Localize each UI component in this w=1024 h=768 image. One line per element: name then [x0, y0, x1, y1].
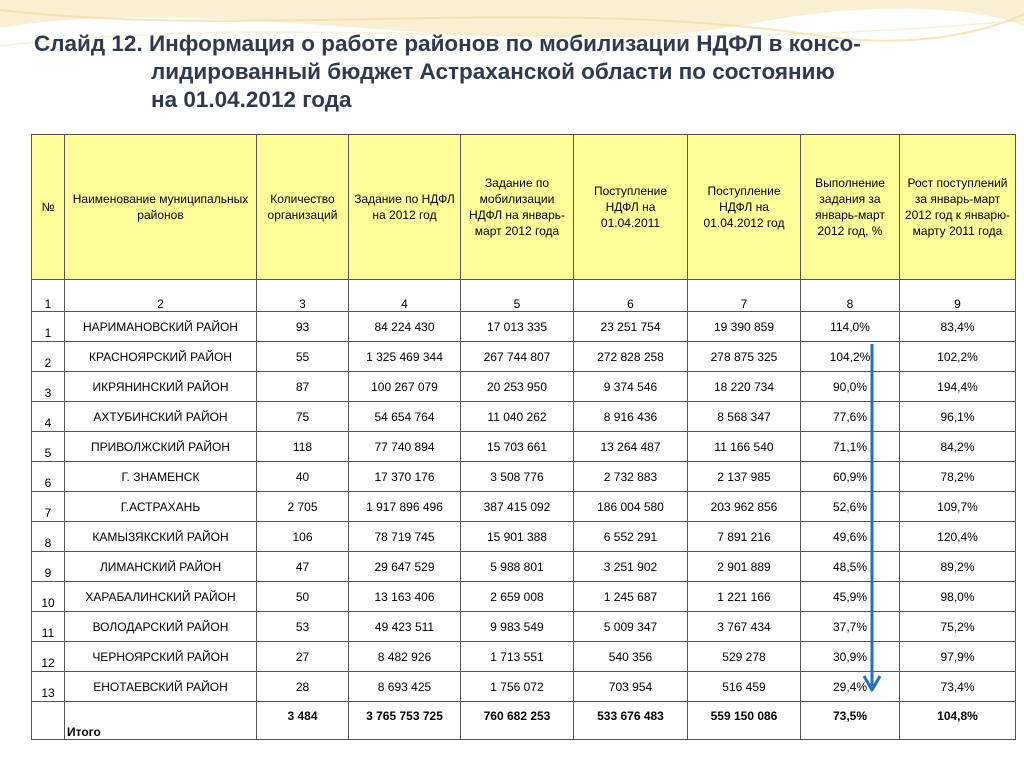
org-count-cell: 27: [257, 642, 349, 672]
plan-year-cell: 100 267 079: [349, 372, 461, 402]
receipts-2011-cell: 8 916 436: [574, 402, 688, 432]
completion-percent-cell: 48,5%: [801, 552, 900, 582]
plan-year-cell: 84 224 430: [349, 312, 461, 342]
org-count-cell: 106: [257, 522, 349, 552]
receipts-2011-cell: 3 251 902: [574, 552, 688, 582]
table-row: [32, 312, 1016, 342]
plan-year-cell: 1 325 469 344: [349, 342, 461, 372]
org-count-cell: 40: [257, 462, 349, 492]
row-number-cell: 7: [32, 492, 65, 522]
plan-year-cell: 54 654 764: [349, 402, 461, 432]
plan-q1-cell: 11 040 262: [461, 402, 574, 432]
row-number-cell: 3: [32, 372, 65, 402]
receipts-2012-cell: 19 390 859: [688, 312, 801, 342]
total-plan-q1: 760 682 253: [461, 702, 574, 740]
growth-percent-cell: 78,2%: [900, 462, 1016, 492]
receipts-2012-cell: 11 166 540: [688, 432, 801, 462]
receipts-2011-cell: 2 732 883: [574, 462, 688, 492]
slide-title: [34, 30, 1014, 114]
receipts-2012-cell: 3 767 434: [688, 612, 801, 642]
receipts-2012-cell: 529 278: [688, 642, 801, 672]
org-count-cell: 50: [257, 582, 349, 612]
column-number: 4: [349, 280, 461, 312]
completion-percent-cell: 52,6%: [801, 492, 900, 522]
row-number-cell: 1: [32, 312, 65, 342]
completion-percent-cell: 60,9%: [801, 462, 900, 492]
plan-q1-cell: 1 756 072: [461, 672, 574, 702]
plan-q1-cell: 15 703 661: [461, 432, 574, 462]
growth-percent-cell: 98,0%: [900, 582, 1016, 612]
plan-year-cell: 17 370 176: [349, 462, 461, 492]
title-line-1: Слайд 12. Информация о работе районов по мобилизации НДФЛ в консо-: [34, 31, 861, 56]
growth-percent-cell: 83,4%: [900, 312, 1016, 342]
plan-year-cell: 8 482 926: [349, 642, 461, 672]
growth-percent-cell: 120,4%: [900, 522, 1016, 552]
header-cell-plan-q1: Задание по мобилизации НДФЛ на январь-март 2012 года: [461, 135, 574, 280]
total-receipts-2012: 559 150 086: [688, 702, 801, 740]
row-number-cell: 9: [32, 552, 65, 582]
total-receipts-2011: 533 676 483: [574, 702, 688, 740]
header-cell-org-count: Количество организаций: [257, 135, 349, 280]
receipts-2012-cell: 18 220 734: [688, 372, 801, 402]
row-number-cell: 5: [32, 432, 65, 462]
column-number: 5: [461, 280, 574, 312]
district-name-cell: ЧЕРНОЯРСКИЙ РАЙОН: [65, 642, 257, 672]
receipts-2011-cell: 272 828 258: [574, 342, 688, 372]
title-line-3: на 01.04.2012 года: [151, 87, 352, 112]
completion-percent-cell: 77,6%: [801, 402, 900, 432]
receipts-2011-cell: 1 245 687: [574, 582, 688, 612]
org-count-cell: 118: [257, 432, 349, 462]
org-count-cell: 93: [257, 312, 349, 342]
header-cell-receipts-2011: Поступление НДФЛ на 01.04.2011: [574, 135, 688, 280]
header-cell-district: Наименование муниципальных районов: [65, 135, 257, 280]
total-growth: 104,8%: [900, 702, 1016, 740]
row-number-cell: 13: [32, 672, 65, 702]
column-number: 2: [65, 280, 257, 312]
district-name-cell: ЕНОТАЕВСКИЙ РАЙОН: [65, 672, 257, 702]
growth-percent-cell: 89,2%: [900, 552, 1016, 582]
header-row: [32, 135, 1016, 280]
receipts-2012-cell: 8 568 347: [688, 402, 801, 432]
growth-percent-cell: 84,2%: [900, 432, 1016, 462]
completion-percent-cell: 114,0%: [801, 312, 900, 342]
plan-q1-cell: 387 415 092: [461, 492, 574, 522]
column-numbers-row: [32, 280, 1016, 312]
district-name-cell: НАРИМАНОВСКИЙ РАЙОН: [65, 312, 257, 342]
receipts-2011-cell: 6 552 291: [574, 522, 688, 552]
plan-year-cell: 13 163 406: [349, 582, 461, 612]
receipts-2011-cell: 23 251 754: [574, 312, 688, 342]
plan-q1-cell: 17 013 335: [461, 312, 574, 342]
plan-q1-cell: 20 253 950: [461, 372, 574, 402]
total-label: Итого: [65, 702, 257, 740]
district-name-cell: ЛИМАНСКИЙ РАЙОН: [65, 552, 257, 582]
plan-year-cell: 78 719 745: [349, 522, 461, 552]
plan-year-cell: 49 423 511: [349, 612, 461, 642]
receipts-2011-cell: 540 356: [574, 642, 688, 672]
district-name-cell: КРАСНОЯРСКИЙ РАЙОН: [65, 342, 257, 372]
receipts-2012-cell: 2 137 985: [688, 462, 801, 492]
total-completion: 73,5%: [801, 702, 900, 740]
total-row: [32, 702, 1016, 740]
plan-q1-cell: 1 713 551: [461, 642, 574, 672]
growth-percent-cell: 97,9%: [900, 642, 1016, 672]
plan-year-cell: 1 917 896 496: [349, 492, 461, 522]
growth-percent-cell: 109,7%: [900, 492, 1016, 522]
org-count-cell: 87: [257, 372, 349, 402]
district-name-cell: ИКРЯНИНСКИЙ РАЙОН: [65, 372, 257, 402]
receipts-2011-cell: 13 264 487: [574, 432, 688, 462]
growth-percent-cell: 96,1%: [900, 402, 1016, 432]
growth-percent-cell: 73,4%: [900, 672, 1016, 702]
completion-percent-cell: 104,2%: [801, 342, 900, 372]
receipts-2011-cell: 9 374 546: [574, 372, 688, 402]
district-name-cell: Г. ЗНАМЕНСК: [65, 462, 257, 492]
district-name-cell: КАМЫЗЯКСКИЙ РАЙОН: [65, 522, 257, 552]
row-number-cell: 11: [32, 612, 65, 642]
completion-percent-cell: 29,4%: [801, 672, 900, 702]
header-cell-growth: Рост поступлений за январь-март 2012 год к январю-марту 2011 года: [900, 135, 1016, 280]
row-number-cell: 8: [32, 522, 65, 552]
total-org-count: 3 484: [257, 702, 349, 740]
growth-percent-cell: 102,2%: [900, 342, 1016, 372]
org-count-cell: 53: [257, 612, 349, 642]
column-number: 3: [257, 280, 349, 312]
receipts-2012-cell: 7 891 216: [688, 522, 801, 552]
total-blank-cell: [32, 702, 65, 740]
title-line-2: лидированный бюджет Астраханской области по состоянию: [151, 59, 835, 84]
org-count-cell: 28: [257, 672, 349, 702]
receipts-2011-cell: 5 009 347: [574, 612, 688, 642]
org-count-cell: 55: [257, 342, 349, 372]
receipts-2012-cell: 516 459: [688, 672, 801, 702]
district-name-cell: ПРИВОЛЖСКИЙ РАЙОН: [65, 432, 257, 462]
district-name-cell: Г.АСТРАХАНЬ: [65, 492, 257, 522]
plan-year-cell: 29 647 529: [349, 552, 461, 582]
row-number-cell: 4: [32, 402, 65, 432]
growth-percent-cell: 75,2%: [900, 612, 1016, 642]
plan-q1-cell: 15 901 388: [461, 522, 574, 552]
column-number: 6: [574, 280, 688, 312]
header-cell-plan-year: Задание по НДФЛ на 2012 год: [349, 135, 461, 280]
district-name-cell: ХАРАБАЛИНСКИЙ РАЙОН: [65, 582, 257, 612]
row-number-cell: 10: [32, 582, 65, 612]
column-number: 1: [32, 280, 65, 312]
plan-q1-cell: 3 508 776: [461, 462, 574, 492]
row-number-cell: 2: [32, 342, 65, 372]
column-number: 9: [900, 280, 1016, 312]
total-plan-year: 3 765 753 725: [349, 702, 461, 740]
header-cell-receipts-2012: Поступление НДФЛ на 01.04.2012 год: [688, 135, 801, 280]
plan-q1-cell: 9 983 549: [461, 612, 574, 642]
completion-percent-cell: 49,6%: [801, 522, 900, 552]
down-arrow-icon: [860, 340, 884, 700]
completion-percent-cell: 71,1%: [801, 432, 900, 462]
completion-percent-cell: 45,9%: [801, 582, 900, 612]
completion-percent-cell: 90,0%: [801, 372, 900, 402]
receipts-2012-cell: 1 221 166: [688, 582, 801, 612]
org-count-cell: 47: [257, 552, 349, 582]
plan-year-cell: 8 693 425: [349, 672, 461, 702]
growth-percent-cell: 194,4%: [900, 372, 1016, 402]
row-number-cell: 6: [32, 462, 65, 492]
column-number: 7: [688, 280, 801, 312]
header-cell-number: №: [32, 135, 65, 280]
receipts-2011-cell: 703 954: [574, 672, 688, 702]
org-count-cell: 75: [257, 402, 349, 432]
completion-percent-cell: 30,9%: [801, 642, 900, 672]
org-count-cell: 2 705: [257, 492, 349, 522]
district-name-cell: ВОЛОДАРСКИЙ РАЙОН: [65, 612, 257, 642]
plan-year-cell: 77 740 894: [349, 432, 461, 462]
row-number-cell: 12: [32, 642, 65, 672]
receipts-2012-cell: 203 962 856: [688, 492, 801, 522]
receipts-2012-cell: 278 875 325: [688, 342, 801, 372]
column-number: 8: [801, 280, 900, 312]
plan-q1-cell: 5 988 801: [461, 552, 574, 582]
receipts-2012-cell: 2 901 889: [688, 552, 801, 582]
plan-q1-cell: 267 744 807: [461, 342, 574, 372]
completion-percent-cell: 37,7%: [801, 612, 900, 642]
header-cell-completion: Выполнение задания за январь-март 2012 год, %: [801, 135, 900, 280]
plan-q1-cell: 2 659 008: [461, 582, 574, 612]
receipts-2011-cell: 186 004 580: [574, 492, 688, 522]
district-name-cell: АХТУБИНСКИЙ РАЙОН: [65, 402, 257, 432]
